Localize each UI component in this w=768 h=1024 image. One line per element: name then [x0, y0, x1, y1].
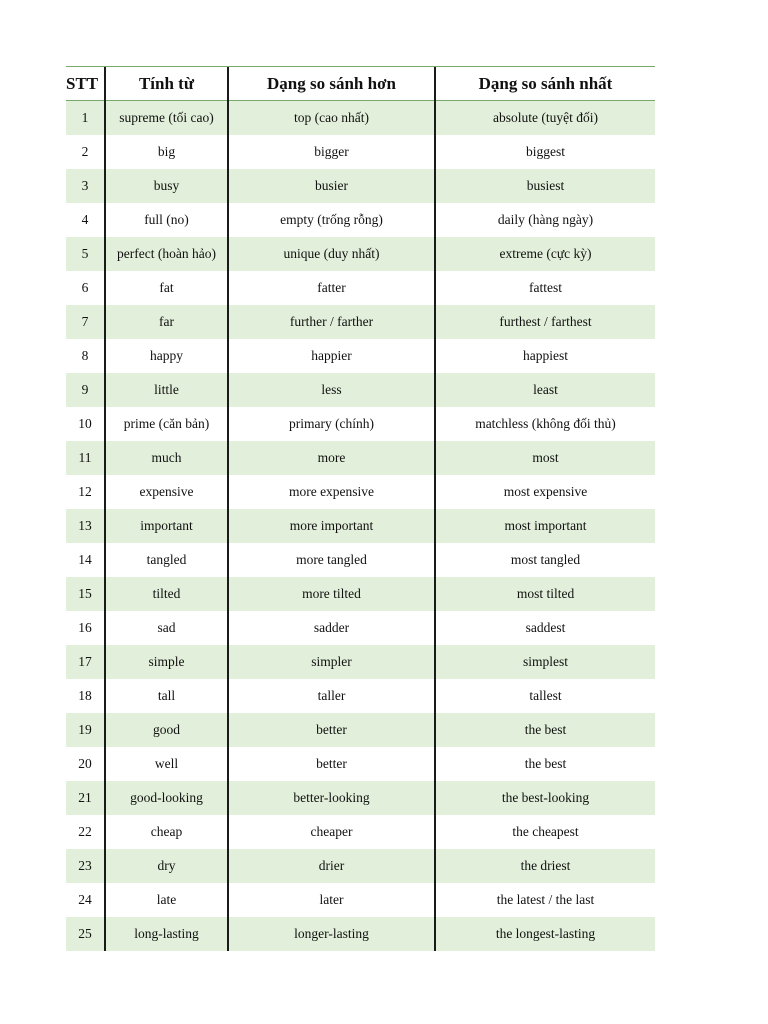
- cell-adjective: busy: [105, 169, 228, 203]
- cell-stt: 22: [66, 815, 105, 849]
- cell-comparative: more: [228, 441, 435, 475]
- cell-adjective: tangled: [105, 543, 228, 577]
- cell-stt: 18: [66, 679, 105, 713]
- cell-comparative: more expensive: [228, 475, 435, 509]
- table-row: [66, 135, 655, 169]
- cell-superlative: extreme (cực kỳ): [435, 237, 655, 271]
- cell-comparative: further / farther: [228, 305, 435, 339]
- cell-superlative: furthest / farthest: [435, 305, 655, 339]
- cell-adjective: tall: [105, 679, 228, 713]
- cell-superlative: the best-looking: [435, 781, 655, 815]
- cell-comparative: better: [228, 713, 435, 747]
- cell-adjective: fat: [105, 271, 228, 305]
- cell-stt: 15: [66, 577, 105, 611]
- cell-adjective: far: [105, 305, 228, 339]
- cell-stt: 3: [66, 169, 105, 203]
- cell-stt: 12: [66, 475, 105, 509]
- table-row: [66, 713, 655, 747]
- table-row: [66, 781, 655, 815]
- cell-comparative: sadder: [228, 611, 435, 645]
- cell-comparative: top (cao nhất): [228, 101, 435, 136]
- cell-stt: 13: [66, 509, 105, 543]
- cell-comparative: later: [228, 883, 435, 917]
- cell-superlative: daily (hàng ngày): [435, 203, 655, 237]
- cell-superlative: tallest: [435, 679, 655, 713]
- cell-comparative: taller: [228, 679, 435, 713]
- cell-stt: 2: [66, 135, 105, 169]
- cell-comparative: better: [228, 747, 435, 781]
- cell-adjective: tilted: [105, 577, 228, 611]
- cell-comparative: drier: [228, 849, 435, 883]
- cell-superlative: absolute (tuyệt đối): [435, 101, 655, 136]
- table-row: [66, 441, 655, 475]
- cell-adjective: full (no): [105, 203, 228, 237]
- cell-comparative: more important: [228, 509, 435, 543]
- cell-adjective: perfect (hoàn hảo): [105, 237, 228, 271]
- table-row: [66, 611, 655, 645]
- cell-comparative: unique (duy nhất): [228, 237, 435, 271]
- cell-stt: 21: [66, 781, 105, 815]
- table-row: [66, 407, 655, 441]
- cell-adjective: happy: [105, 339, 228, 373]
- cell-stt: 14: [66, 543, 105, 577]
- cell-superlative: the longest-lasting: [435, 917, 655, 951]
- cell-adjective: important: [105, 509, 228, 543]
- cell-superlative: most important: [435, 509, 655, 543]
- cell-stt: 25: [66, 917, 105, 951]
- cell-stt: 6: [66, 271, 105, 305]
- table-row: [66, 101, 655, 136]
- header-adjective: Tính từ: [105, 67, 228, 101]
- cell-superlative: most tilted: [435, 577, 655, 611]
- table-row: [66, 577, 655, 611]
- cell-adjective: much: [105, 441, 228, 475]
- table-row: [66, 305, 655, 339]
- cell-superlative: busiest: [435, 169, 655, 203]
- cell-comparative: fatter: [228, 271, 435, 305]
- cell-superlative: the best: [435, 747, 655, 781]
- table-row: [66, 917, 655, 951]
- comparison-table: [66, 67, 655, 951]
- cell-comparative: bigger: [228, 135, 435, 169]
- header-superlative: Dạng so sánh nhất: [435, 67, 655, 101]
- cell-stt: 9: [66, 373, 105, 407]
- cell-comparative: empty (trống rỗng): [228, 203, 435, 237]
- cell-adjective: good: [105, 713, 228, 747]
- table-row: [66, 237, 655, 271]
- cell-stt: 16: [66, 611, 105, 645]
- table-row: [66, 339, 655, 373]
- cell-adjective: cheap: [105, 815, 228, 849]
- cell-comparative: simpler: [228, 645, 435, 679]
- cell-adjective: late: [105, 883, 228, 917]
- table-row: [66, 543, 655, 577]
- cell-comparative: busier: [228, 169, 435, 203]
- cell-superlative: matchless (không đối thủ): [435, 407, 655, 441]
- cell-stt: 19: [66, 713, 105, 747]
- cell-comparative: more tangled: [228, 543, 435, 577]
- table-row: [66, 849, 655, 883]
- cell-adjective: little: [105, 373, 228, 407]
- cell-comparative: primary (chính): [228, 407, 435, 441]
- cell-superlative: the driest: [435, 849, 655, 883]
- cell-stt: 8: [66, 339, 105, 373]
- cell-stt: 10: [66, 407, 105, 441]
- cell-superlative: fattest: [435, 271, 655, 305]
- cell-adjective: prime (căn bản): [105, 407, 228, 441]
- cell-stt: 23: [66, 849, 105, 883]
- table-row: [66, 815, 655, 849]
- cell-superlative: biggest: [435, 135, 655, 169]
- cell-stt: 5: [66, 237, 105, 271]
- table-row: [66, 645, 655, 679]
- cell-superlative: saddest: [435, 611, 655, 645]
- cell-superlative: happiest: [435, 339, 655, 373]
- cell-comparative: happier: [228, 339, 435, 373]
- cell-superlative: simplest: [435, 645, 655, 679]
- cell-superlative: most expensive: [435, 475, 655, 509]
- cell-adjective: expensive: [105, 475, 228, 509]
- cell-superlative: most tangled: [435, 543, 655, 577]
- cell-adjective: long-lasting: [105, 917, 228, 951]
- cell-comparative: better-looking: [228, 781, 435, 815]
- table-row: [66, 373, 655, 407]
- table-row: [66, 203, 655, 237]
- cell-stt: 24: [66, 883, 105, 917]
- table-row: [66, 169, 655, 203]
- header-comparative: Dạng so sánh hơn: [228, 67, 435, 101]
- cell-superlative: most: [435, 441, 655, 475]
- header-stt: STT: [66, 67, 105, 101]
- cell-stt: 7: [66, 305, 105, 339]
- cell-stt: 4: [66, 203, 105, 237]
- table-row: [66, 747, 655, 781]
- table-row: [66, 475, 655, 509]
- header-row: [66, 67, 655, 101]
- cell-adjective: big: [105, 135, 228, 169]
- cell-comparative: less: [228, 373, 435, 407]
- cell-adjective: dry: [105, 849, 228, 883]
- table-row: [66, 883, 655, 917]
- table-row: [66, 509, 655, 543]
- cell-adjective: sad: [105, 611, 228, 645]
- cell-superlative: least: [435, 373, 655, 407]
- cell-superlative: the latest / the last: [435, 883, 655, 917]
- table-row: [66, 271, 655, 305]
- cell-stt: 17: [66, 645, 105, 679]
- table-body: [66, 101, 655, 952]
- cell-superlative: the best: [435, 713, 655, 747]
- table-header: [66, 67, 655, 101]
- cell-superlative: the cheapest: [435, 815, 655, 849]
- cell-adjective: supreme (tối cao): [105, 101, 228, 136]
- cell-stt: 20: [66, 747, 105, 781]
- cell-comparative: longer-lasting: [228, 917, 435, 951]
- table-row: [66, 679, 655, 713]
- cell-comparative: more tilted: [228, 577, 435, 611]
- cell-adjective: well: [105, 747, 228, 781]
- cell-adjective: good-looking: [105, 781, 228, 815]
- cell-stt: 1: [66, 101, 105, 136]
- cell-comparative: cheaper: [228, 815, 435, 849]
- cell-stt: 11: [66, 441, 105, 475]
- cell-adjective: simple: [105, 645, 228, 679]
